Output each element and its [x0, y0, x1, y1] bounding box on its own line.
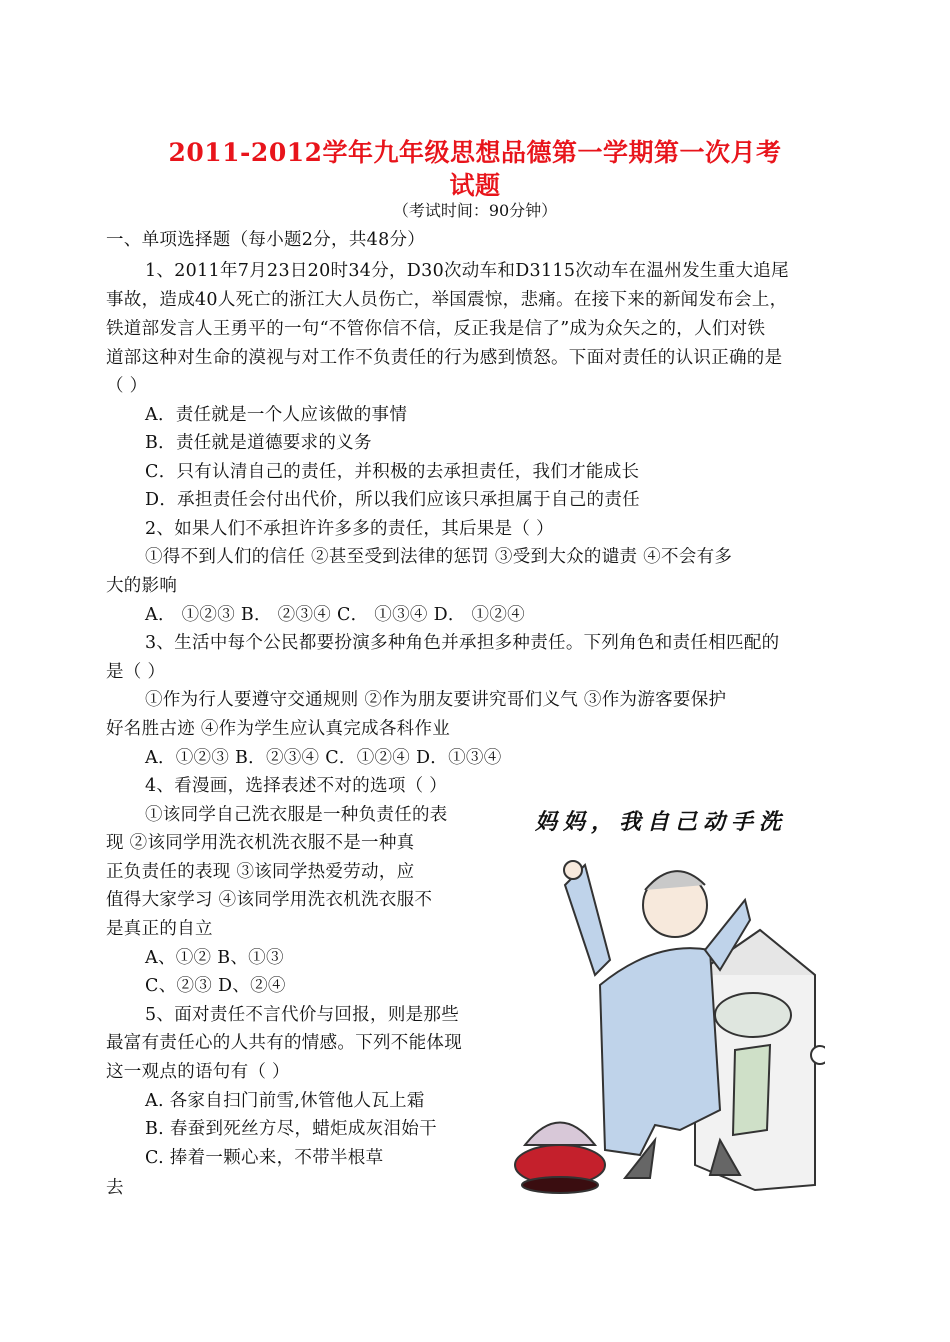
- q3-options: A．①②③ B．②③④ C．①②④ D．①③④: [145, 748, 502, 768]
- q3-text-line: 好名胜古迹 ④作为学生应认真完成各科作业: [106, 719, 451, 739]
- q5-text-line: 最富有责任心的人共有的情感。下列不能体现: [106, 1033, 462, 1053]
- q1-text-line: 铁道部发言人王勇平的一句“不管你信不信，反正我是信了”成为众矢之的，人们对铁: [106, 319, 766, 339]
- q2-text-line: 2、如果人们不承担许许多多的责任，其后果是（ ）: [145, 519, 554, 539]
- q1-text-line: 1、2011年7月23日20时34分，D30次动车和D3115次动车在温州发生重大追尾: [145, 261, 789, 281]
- q4-options-row2: C、②③ D、②④: [145, 976, 286, 996]
- q1-option-d: D．承担责任会付出代价，所以我们应该只承担属于自己的责任: [145, 490, 640, 510]
- q4-text-line: 是真正的自立: [106, 919, 213, 939]
- q4-text-line: ①该同学自己洗衣服是一种负责任的表: [145, 805, 448, 825]
- q3-text-line: 3、生活中每个公民都要扮演多种角色并承担多种责任。下列角色和责任相匹配的: [145, 633, 780, 653]
- q5-option-c: C. 捧着一颗心来，不带半根草: [145, 1148, 384, 1168]
- q1-option-c: C．只有认清自己的责任，并积极的去承担责任，我们才能成长: [145, 462, 640, 482]
- section-heading: 一、单项选择题（每小题2分，共48分）: [106, 230, 426, 250]
- q4-text-line: 4、看漫画，选择表述不对的选项（ ）: [145, 776, 448, 796]
- q5-option-c-continued: 去: [106, 1178, 124, 1198]
- q2-options: A． ①②③ B． ②③④ C． ①③④ D． ①②④: [145, 605, 525, 625]
- q4-text-line: 现 ②该同学用洗衣机洗衣服不是一种真: [106, 833, 415, 853]
- q2-text-line: ①得不到人们的信任 ②甚至受到法律的惩罚 ③受到大众的谴责 ④不会有多: [145, 547, 733, 567]
- q1-option-b: B．责任就是道德要求的义务: [145, 433, 372, 453]
- cartoon-caption: 妈妈，我自己动手洗: [535, 809, 788, 835]
- washing-cartoon-illustration: [505, 800, 825, 1200]
- exam-title-line1: 2011-2012学年九年级思想品德第一学期第一次月考: [168, 138, 782, 167]
- q5-text-line: 这一观点的语句有（ ）: [106, 1062, 290, 1082]
- q4-text-line: 值得大家学习 ④该同学用洗衣机洗衣服不: [106, 890, 433, 910]
- laundry-basin-icon: [515, 1123, 605, 1194]
- q4-options-row1: A、①② B、①③: [145, 948, 284, 968]
- q4-text-line: 正负责任的表现 ③该同学热爱劳动，应: [106, 862, 415, 882]
- q1-text-line: （ ）: [106, 376, 148, 396]
- q1-option-a: A．责任就是一个人应该做的事情: [145, 405, 408, 425]
- q1-text-line: 道部这种对生命的漠视与对工作不负责任的行为感到愤怒。下面对责任的认识正确的是: [106, 348, 783, 368]
- q3-text-line: ①作为行人要遵守交通规则 ②作为朋友要讲究哥们义气 ③作为游客要保护: [145, 690, 727, 710]
- q2-text-line: 大的影响: [106, 576, 178, 596]
- q3-text-line: 是（ ）: [106, 662, 166, 682]
- q5-text-line: 5、面对责任不言代价与回报，则是那些: [145, 1005, 460, 1025]
- q1-text-line: 事故，造成40人死亡的浙江大人员伤亡，举国震惊，悲痛。在接下来的新闻发布会上，: [106, 290, 788, 310]
- exam-title-line2: 试题: [449, 171, 501, 200]
- q5-option-a: A. 各家自扫门前雪,休管他人瓦上霜: [145, 1091, 425, 1111]
- q5-option-b: B. 春蚕到死丝方尽，蜡炬成灰泪始干: [145, 1119, 437, 1139]
- exam-time: （考试时间：90分钟）: [392, 201, 558, 220]
